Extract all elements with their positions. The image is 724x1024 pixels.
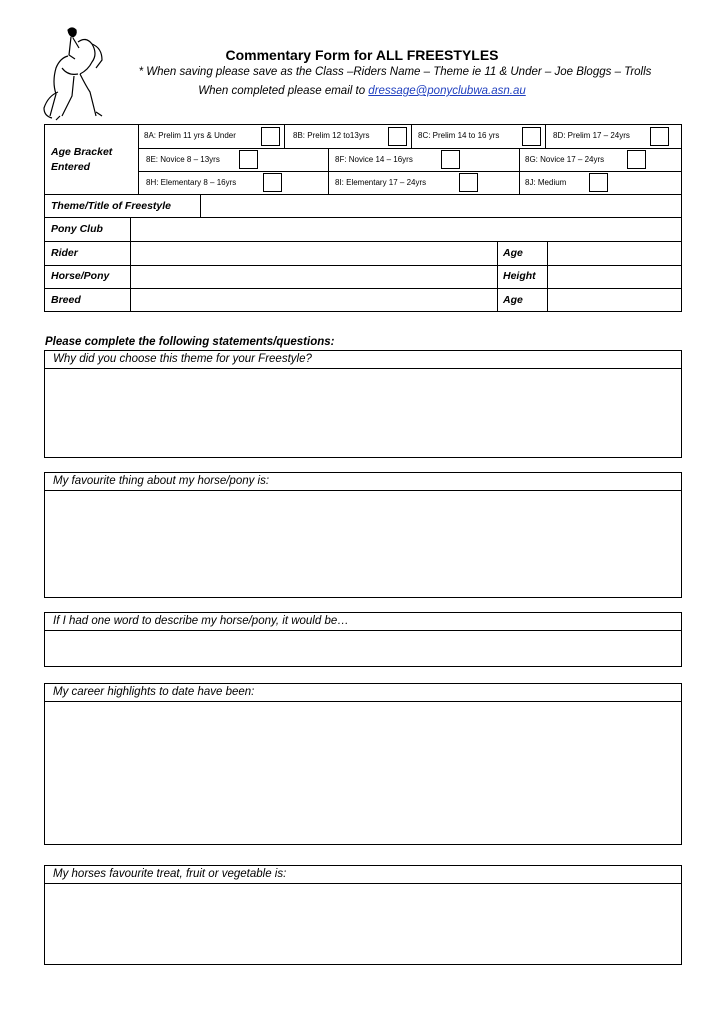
- horse-age-input[interactable]: [548, 289, 681, 311]
- option-8c-label: 8C: Prelim 14 to 16 yrs: [418, 131, 500, 140]
- question-one-word-box: [44, 612, 682, 667]
- rider-age-input[interactable]: [548, 242, 681, 264]
- question-one-word-title: If I had one word to describe my horse/pony, it would be…: [45, 613, 681, 631]
- option-8f-label: 8F: Novice 14 – 16yrs: [335, 155, 413, 164]
- option-8g-checkbox[interactable]: [627, 150, 646, 169]
- question-treat-box: [44, 865, 682, 965]
- question-theme-title: Why did you choose this theme for your Freestyle?: [45, 351, 681, 369]
- pony-club-label: Pony Club: [51, 223, 103, 235]
- details-table: [44, 124, 682, 312]
- question-highlights-title: My career highlights to date have been:: [45, 684, 681, 702]
- option-8j-label: 8J: Medium: [525, 178, 567, 187]
- option-8b-label: 8B: Prelim 12 to13yrs: [293, 131, 370, 140]
- breed-label: Breed: [51, 294, 81, 306]
- option-8g-label: 8G: Novice 17 – 24yrs: [525, 155, 605, 164]
- theme-label: Theme/Title of Freestyle: [51, 200, 172, 212]
- option-8i-checkbox[interactable]: [459, 173, 478, 192]
- email-link[interactable]: dressage@ponyclubwa.asn.au: [368, 85, 526, 97]
- option-8d-checkbox[interactable]: [650, 127, 669, 146]
- email-instructions: [0, 85, 724, 97]
- option-8e-label: 8E: Novice 8 – 13yrs: [146, 155, 220, 164]
- option-8i-label: 8I: Elementary 17 – 24yrs: [335, 178, 427, 187]
- theme-input[interactable]: [201, 195, 681, 217]
- age-bracket-label: Age Bracket Entered: [51, 146, 113, 173]
- form-title: Commentary Form for ALL FREESTYLES: [225, 47, 499, 63]
- question-favourite-box: [44, 472, 682, 598]
- option-8h-label: 8H: Elementary 8 – 16yrs: [146, 178, 237, 187]
- question-one-word-answer[interactable]: [45, 631, 681, 666]
- question-theme-answer[interactable]: [45, 369, 681, 457]
- horse-input[interactable]: [131, 266, 496, 287]
- rider-input[interactable]: [131, 242, 496, 264]
- horse-label: Horse/Pony: [51, 270, 110, 282]
- email-prefix: When completed please email to: [198, 85, 369, 97]
- rider-label: Rider: [51, 247, 78, 259]
- option-8a-checkbox[interactable]: [261, 127, 280, 146]
- breed-age-label: Age: [503, 294, 523, 306]
- question-favourite-title: My favourite thing about my horse/pony is:: [45, 473, 681, 491]
- height-label: Height: [503, 270, 536, 282]
- rider-age-label: Age: [503, 247, 523, 259]
- option-8a-label: 8A: Prelim 11 yrs & Under: [144, 131, 236, 140]
- question-favourite-answer[interactable]: [45, 491, 681, 597]
- saving-instructions: * When saving please save as the Class –Riders Name – Theme ie 11 & Under – Joe Bloggs – Trolls: [138, 66, 652, 78]
- option-8h-checkbox[interactable]: [263, 173, 282, 192]
- option-8b-checkbox[interactable]: [388, 127, 407, 146]
- option-8f-checkbox[interactable]: [441, 150, 460, 169]
- question-treat-title: My horses favourite treat, fruit or vegetable is:: [45, 866, 681, 884]
- question-highlights-box: [44, 683, 682, 845]
- question-highlights-answer[interactable]: [45, 702, 681, 844]
- option-8j-checkbox[interactable]: [589, 173, 608, 192]
- option-8c-checkbox[interactable]: [522, 127, 541, 146]
- question-theme-box: [44, 350, 682, 458]
- option-8e-checkbox[interactable]: [239, 150, 258, 169]
- height-input[interactable]: [548, 266, 681, 287]
- pony-club-input[interactable]: [131, 218, 681, 240]
- breed-input[interactable]: [131, 289, 496, 311]
- question-treat-answer[interactable]: [45, 884, 681, 964]
- option-8d-label: 8D: Prelim 17 – 24yrs: [553, 131, 630, 140]
- questions-heading: Please complete the following statements/questions:: [45, 336, 335, 348]
